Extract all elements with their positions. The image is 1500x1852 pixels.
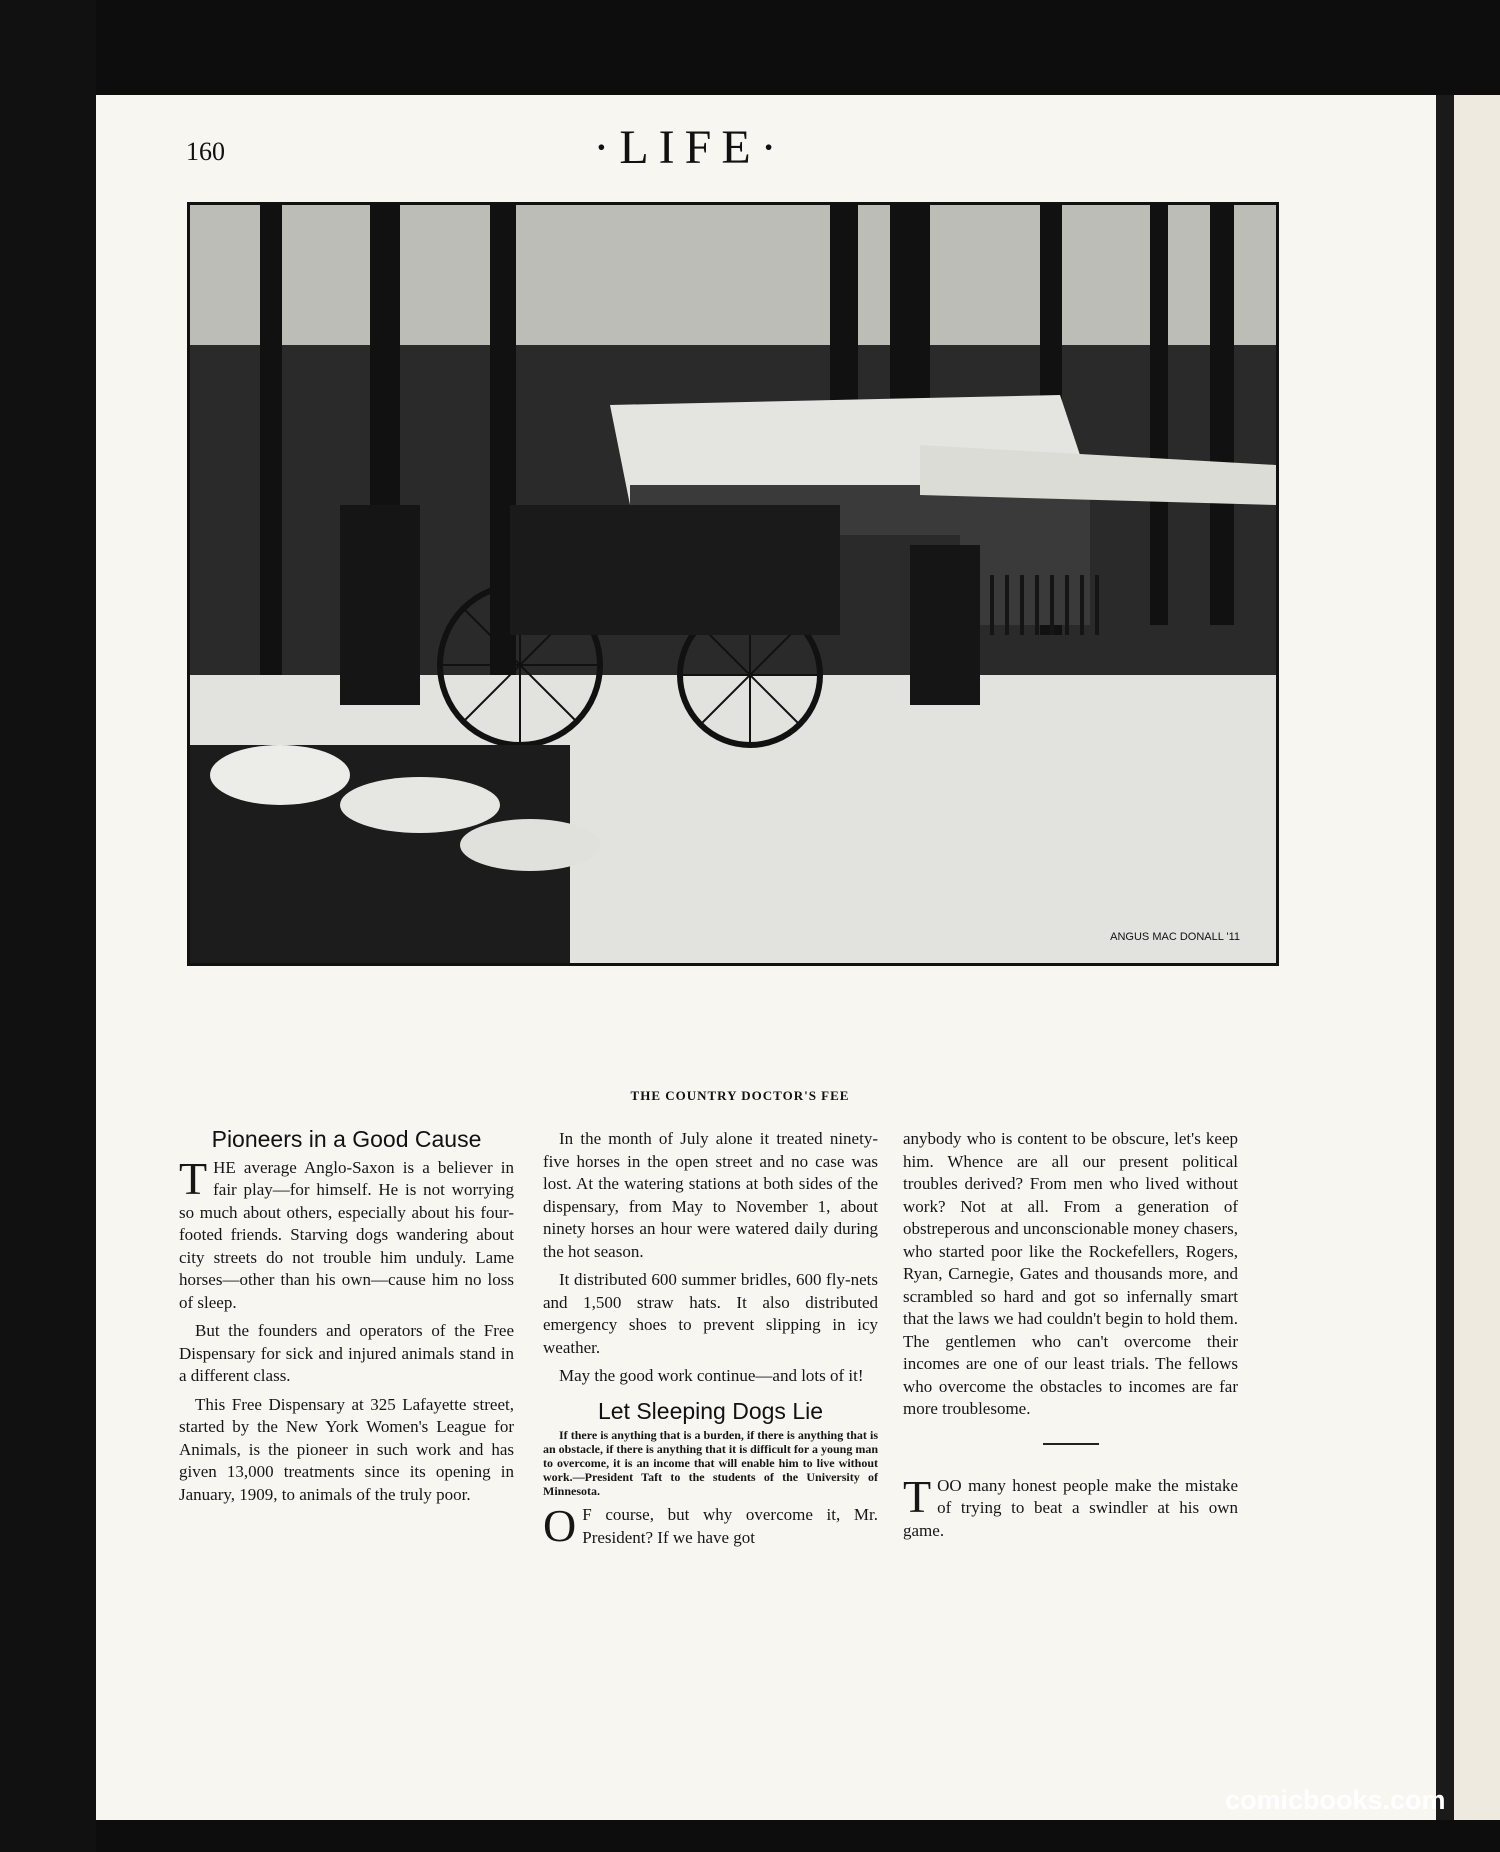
article-paragraph: In the month of July alone it treated ninety-five horses in the open street and no case was lost. At the watering stations at both sides of the dispensary, from May to November 1, about ninety horses an hour were watered daily during the hot season. xyxy=(543,1129,878,1261)
facing-page-edge xyxy=(1454,95,1500,1820)
site-watermark: comicbooks.com xyxy=(1225,1785,1446,1815)
article-paragraph: May the good work continue—and lots of it! xyxy=(559,1366,864,1385)
artist-signature: ANGUS MAC DONALL '11 xyxy=(1110,931,1240,943)
article-paragraph: It distributed 600 summer bridles, 600 fly-nets and 1,500 straw hats. It also distributed emergency shoes to prevent slipping in icy weather. xyxy=(543,1270,878,1357)
drop-cap: T xyxy=(903,1470,932,1522)
scan-background-left xyxy=(0,0,96,1852)
article-paragraph: This Free Dispensary at 325 Lafayette street, started by the New York Women's League for Animals, is the pioneer in such work and has given 13,000 treatments since its opening in January, 1909, to animals of the truly poor. xyxy=(179,1394,514,1504)
book-spine xyxy=(1436,95,1454,1820)
article-paragraph: TOO many honest people make the mistake of trying to beat a swindler at his own game. xyxy=(903,1470,1238,1540)
page-number: 160 xyxy=(186,137,225,166)
article-paragraph: anybody who is content to be obscure, let's keep him. Whence are all our present political troubles derived? From men who lived without work? Not at all. From a generation of obstreperous and unconscionable money chasers, who started poor like the Rockefellers, Rogers, Ryan, Carnegie, Gates and thousands more, and scrambled so hard and got so infernally smart that the laws we had couldn't begin to hold them. The gentlemen who can't overcome their incomes are one of our least trials. The fellows who overcome the obstacles to incomes are far more troublesome. xyxy=(903,1129,1238,1418)
article-title-pioneers: Pioneers in a Good Cause xyxy=(211,1126,482,1152)
masthead-title: ·LIFE· xyxy=(593,121,787,174)
article-title-sleeping-dogs: Let Sleeping Dogs Lie xyxy=(597,1397,824,1424)
column-2 xyxy=(543,1128,878,1555)
article-paragraph: But the founders and operators of the Free Dispensary for sick and injured animals stand in a different class. xyxy=(179,1321,514,1385)
drop-cap: O xyxy=(543,1500,577,1551)
drop-cap: T xyxy=(179,1152,208,1204)
column-1 xyxy=(179,1128,514,1512)
article-paragraph: O F course, but why overcome it, Mr. President? If we have got xyxy=(543,1500,878,1551)
article-paragraph: THE average Anglo-Saxon is a believer in fair play—for himself. He is not worrying so much about others, especially about his four-footed friends. Starving dogs wandering about city streets do not trouble him unduly. Lame horses—other than his own—cause him no loss of sleep. xyxy=(179,1152,514,1312)
illustration-drawing xyxy=(190,205,1276,963)
illustration-caption: THE COUNTRY DOCTOR'S FEE xyxy=(630,1088,850,1103)
taft-quotation: If there is anything that is a burden, if there is anything that is an obstacle, if there is anything that it is difficult for a young man to overcome, it is an income that will enable him to live without work.—President Taft to the students of the University of Minnesota. xyxy=(543,1428,878,1498)
column-3 xyxy=(903,1128,1238,1548)
illustration-country-doctor xyxy=(187,202,1279,966)
section-divider xyxy=(1043,1443,1099,1445)
